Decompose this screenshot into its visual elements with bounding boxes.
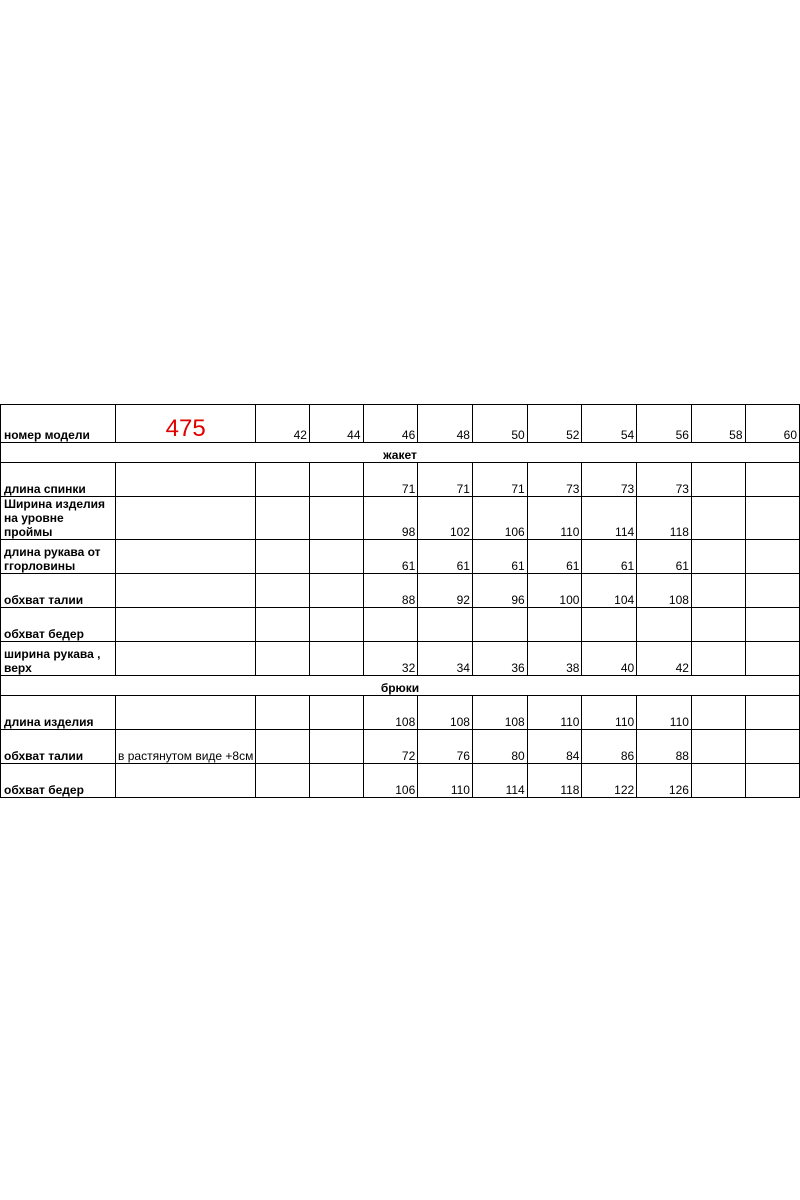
value-cell (745, 497, 800, 540)
value-cell: 86 (582, 730, 637, 764)
value-cell (745, 642, 800, 676)
value-cell: 71 (363, 463, 418, 497)
value-cell: 80 (472, 730, 527, 764)
value-cell (691, 696, 745, 730)
value-cell: 61 (418, 540, 473, 574)
value-cell (256, 463, 310, 497)
value-cell: 100 (527, 574, 582, 608)
model-label: номер модели (1, 405, 116, 443)
value-cell: 126 (637, 764, 692, 798)
row-label: обхват талии (1, 730, 116, 764)
table-row (1, 730, 800, 764)
value-cell: 40 (582, 642, 637, 676)
row-label: обхват бедер (1, 608, 116, 642)
value-cell: 114 (472, 764, 527, 798)
value-cell (472, 608, 527, 642)
value-cell (691, 764, 745, 798)
size-header-cell: 48 (418, 405, 473, 443)
table-row (1, 764, 800, 798)
value-cell (745, 696, 800, 730)
size-chart (0, 404, 800, 798)
size-header-cell: 58 (691, 405, 745, 443)
row-label: длина рукава от ггорловины (1, 540, 116, 574)
value-cell: 61 (582, 540, 637, 574)
table-row (1, 540, 800, 574)
value-cell: 108 (472, 696, 527, 730)
value-cell (116, 764, 256, 798)
value-cell (256, 497, 310, 540)
header-row (1, 405, 800, 443)
value-cell: 110 (637, 696, 692, 730)
row-label: обхват бедер (1, 764, 116, 798)
value-cell: 118 (527, 764, 582, 798)
size-header-cell: 56 (637, 405, 692, 443)
value-cell (418, 608, 473, 642)
table-row (1, 497, 800, 540)
table-row (1, 642, 800, 676)
table-row (1, 463, 800, 497)
value-cell: 104 (582, 574, 637, 608)
value-cell (309, 540, 363, 574)
value-cell (691, 642, 745, 676)
value-cell (116, 497, 256, 540)
value-cell (745, 540, 800, 574)
row-label: длина изделия (1, 696, 116, 730)
value-cell (256, 608, 310, 642)
size-header-cell: 52 (527, 405, 582, 443)
value-cell (256, 642, 310, 676)
value-cell (745, 608, 800, 642)
size-header-cell: 50 (472, 405, 527, 443)
value-cell: 34 (418, 642, 473, 676)
value-cell (309, 730, 363, 764)
value-cell: 92 (418, 574, 473, 608)
row-label: ширина рукава , верх (1, 642, 116, 676)
value-cell (116, 608, 256, 642)
row-label: Ширина изделия на уровне проймы (1, 497, 116, 540)
value-cell: 61 (363, 540, 418, 574)
value-cell (256, 696, 310, 730)
value-cell: 88 (363, 574, 418, 608)
value-cell (527, 608, 582, 642)
value-cell (116, 642, 256, 676)
value-cell (691, 540, 745, 574)
section-row (1, 676, 800, 696)
row-label: длина спинки (1, 463, 116, 497)
size-header-cell: 46 (363, 405, 418, 443)
value-cell: 61 (472, 540, 527, 574)
value-cell: 110 (527, 497, 582, 540)
value-cell (745, 574, 800, 608)
value-cell: 98 (363, 497, 418, 540)
size-header-cell: 54 (582, 405, 637, 443)
value-cell: 73 (637, 463, 692, 497)
note-text: в растянутом виде +8см (118, 749, 254, 763)
value-cell (691, 574, 745, 608)
value-cell: 96 (472, 574, 527, 608)
value-cell (116, 574, 256, 608)
value-cell: 61 (527, 540, 582, 574)
value-cell: 102 (418, 497, 473, 540)
value-cell (256, 764, 310, 798)
value-cell (309, 642, 363, 676)
value-cell: 106 (363, 764, 418, 798)
section-title: брюки (1, 676, 800, 696)
section-title: жакет (1, 443, 800, 463)
value-cell: 73 (582, 463, 637, 497)
value-cell (637, 608, 692, 642)
value-cell (309, 608, 363, 642)
value-cell (256, 730, 310, 764)
section-row (1, 443, 800, 463)
row-label: обхват талии (1, 574, 116, 608)
value-cell: 114 (582, 497, 637, 540)
value-cell (309, 696, 363, 730)
value-cell: 72 (363, 730, 418, 764)
value-cell (116, 696, 256, 730)
value-cell: 110 (582, 696, 637, 730)
value-cell (745, 730, 800, 764)
value-cell (691, 497, 745, 540)
value-cell: 38 (527, 642, 582, 676)
value-cell: 84 (527, 730, 582, 764)
value-cell: 32 (363, 642, 418, 676)
value-cell: 88 (637, 730, 692, 764)
value-cell: 122 (582, 764, 637, 798)
value-cell (309, 463, 363, 497)
size-header-cell: 44 (309, 405, 363, 443)
size-header-cell: 60 (745, 405, 800, 443)
note-cell (116, 730, 256, 764)
model-number: 475 (116, 405, 256, 443)
size-header-cell: 42 (256, 405, 310, 443)
value-cell: 110 (527, 696, 582, 730)
table-row (1, 608, 800, 642)
value-cell: 106 (472, 497, 527, 540)
value-cell (116, 463, 256, 497)
value-cell (691, 608, 745, 642)
value-cell (582, 608, 637, 642)
value-cell: 71 (472, 463, 527, 497)
value-cell (691, 730, 745, 764)
value-cell (363, 608, 418, 642)
value-cell (745, 463, 800, 497)
value-cell (256, 540, 310, 574)
value-cell: 108 (637, 574, 692, 608)
value-cell: 76 (418, 730, 473, 764)
value-cell (116, 540, 256, 574)
value-cell (309, 497, 363, 540)
value-cell: 61 (637, 540, 692, 574)
value-cell: 71 (418, 463, 473, 497)
size-table (0, 404, 800, 798)
value-cell (256, 574, 310, 608)
table-row (1, 696, 800, 730)
value-cell (309, 574, 363, 608)
table-row (1, 574, 800, 608)
value-cell (691, 463, 745, 497)
value-cell: 118 (637, 497, 692, 540)
value-cell (309, 764, 363, 798)
value-cell: 108 (418, 696, 473, 730)
value-cell: 36 (472, 642, 527, 676)
value-cell: 73 (527, 463, 582, 497)
value-cell (745, 764, 800, 798)
value-cell: 42 (637, 642, 692, 676)
value-cell: 110 (418, 764, 473, 798)
value-cell: 108 (363, 696, 418, 730)
